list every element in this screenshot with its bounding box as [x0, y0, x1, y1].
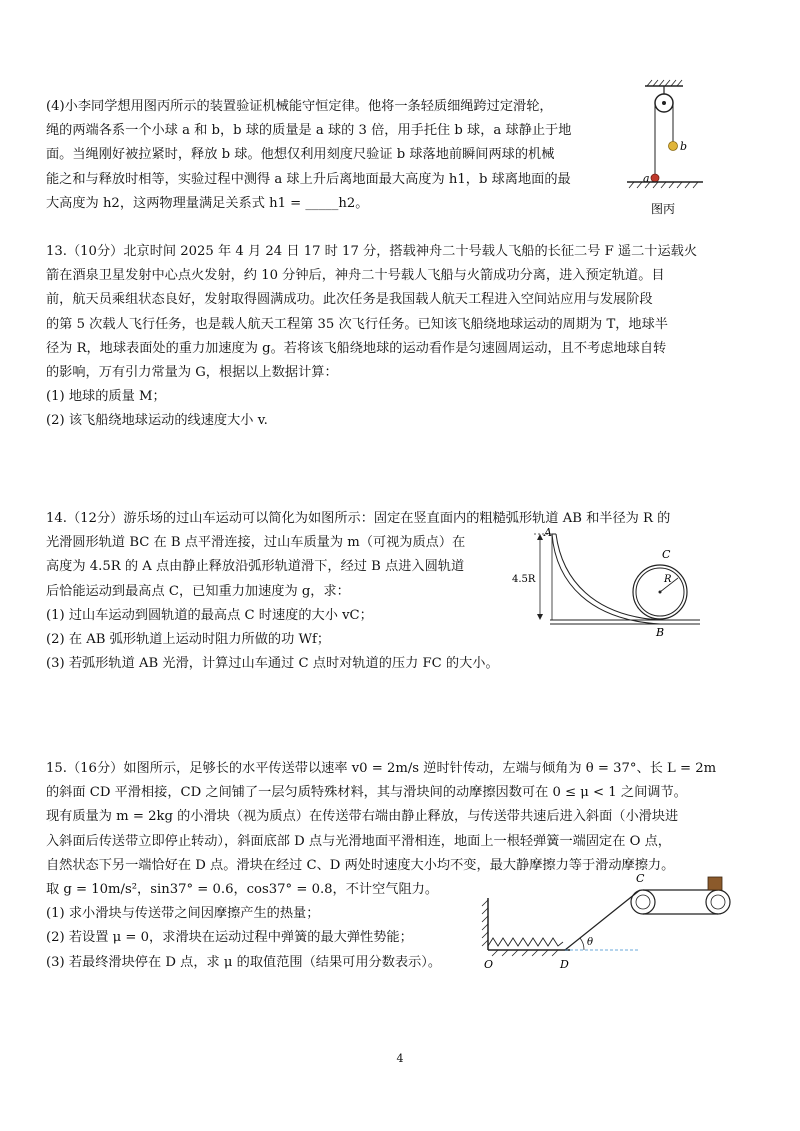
- text-line: 能之和与释放时相等，实验过程中测得 a 球上升后离地面最大高度为 h1，b 球离地面的最: [46, 171, 571, 187]
- label-D: D: [560, 958, 569, 971]
- text-line: 大高度为 h2，这两物理量满足关系式 h1 = _____h2。: [46, 195, 369, 211]
- text-line: 光滑圆形轨道 BC 在 B 点平滑连接，过山车质量为 m（可视为质点）在: [46, 535, 466, 551]
- text-line: (1) 求小滑块与传送带之间因摩擦产生的热量；: [46, 906, 320, 922]
- ball-a: [651, 174, 659, 182]
- text-line: 的斜面 CD 平滑相接，CD 之间铺了一层匀质特殊材料，其与滑块间的动摩擦因数可在 0 ≤ μ < 1 之间调节。: [46, 785, 687, 801]
- text-line: (4)小李同学想用图丙所示的装置验证机械能守恒定律。他将一条轻质细绳跨过定滑轮，: [46, 99, 553, 114]
- text-line: (3) 若最终滑块停在 D 点，求 μ 的取值范围（结果可用分数表示）。: [46, 954, 442, 970]
- text-line: (1) 地球的质量 M；: [46, 389, 166, 405]
- label-B: B: [656, 626, 665, 639]
- page-number: 4: [396, 1052, 404, 1065]
- text-line: (2) 在 AB 弧形轨道上运动时阻力所做的功 Wf；: [46, 632, 331, 648]
- conveyor-left-wheel: [631, 890, 655, 914]
- figure-roller-coaster: [510, 528, 720, 643]
- conveyor-right-wheel: [706, 890, 730, 914]
- figure-bing-pulley: [615, 78, 725, 228]
- label-C: C: [636, 872, 645, 885]
- label-O: O: [484, 958, 494, 971]
- label-theta: θ: [587, 937, 594, 948]
- text-line: 绳的两端各系一个小球 a 和 b，b 球的质量是 a 球的 3 倍，用手托住 b 球，a 球静止于地: [46, 123, 572, 139]
- pulley-diagram: [615, 78, 725, 228]
- spring: [488, 938, 563, 946]
- text-line: 入斜面后传送带立即停止转动），斜面底部 D 点与光滑地面平滑相连，地面上一根轻弹簧一端固定在 O 点，: [46, 833, 671, 849]
- text-line: 13.（10分）北京时间 2025 年 4 月 24 日 17 时 17 分，搭载神舟二十号载人飞船的长征二号 F 遥二十运载火: [46, 244, 698, 259]
- incline-CD: [565, 890, 640, 950]
- text-line: 后恰能运动到最高点 C，已知重力加速度为 g，求：: [46, 583, 350, 599]
- q12-part4-text: [46, 95, 571, 216]
- label-b: b: [680, 140, 688, 153]
- text-line: (3) 若弧形轨道 AB 光滑，计算过山车通过 C 点时对轨道的压力 FC 的大小。: [46, 656, 499, 672]
- text-line: 前，航天员乘组状态良好，发射取得圆满成功。此次任务是我国载人航天工程进入空间站应用与发展阶段: [46, 292, 653, 308]
- slider-block: [708, 877, 722, 890]
- text-line: 取 g = 10m/s²，sin37° = 0.6，cos37° = 0.8，不计空气阻力。: [46, 882, 439, 898]
- text-line: (2) 该飞船绕地球运动的线速度大小 v.: [46, 413, 268, 429]
- label-R: R: [664, 574, 672, 585]
- ball-b: [669, 142, 678, 151]
- text-line: 的影响，万有引力常量为 G，根据以上数据计算：: [46, 365, 338, 381]
- label-A: A: [544, 528, 552, 539]
- text-line: 箭在酒泉卫星发射中心点火发射，约 10 分钟后，神舟二十号载人飞船与火箭成功分离，进入预定轨道。目: [46, 268, 665, 284]
- text-line: 15.（16分）如图所示，足够长的水平传送带以速率 v0 = 2m/s 逆时针传动，左端与倾角为 θ = 37°、长 L = 2m: [46, 761, 717, 776]
- text-line: 径为 R，地球表面处的重力加速度为 g。若将该飞船绕地球的运动看作是匀速圆周运动，且不考虑地球自转: [46, 340, 667, 356]
- q13-text: [46, 240, 697, 434]
- label-C: C: [662, 548, 671, 561]
- text-line: (1) 过山车运动到圆轨道的最高点 C 时速度的大小 vC；: [46, 607, 373, 623]
- text-line: 的第 5 次载人飞行任务，也是载人航天工程第 35 次飞行任务。已知该飞船绕地球运动的周期为 T，地球半: [46, 316, 668, 332]
- conveyor-diagram: [480, 868, 740, 978]
- roller-coaster-diagram: [510, 528, 720, 643]
- text-line: 14.（12分）游乐场的过山车运动可以简化为如图所示：固定在竖直面内的粗糙弧形轨道 AB 和半径为 R 的: [46, 511, 671, 526]
- text-line: (2) 若设置 μ = 0，求滑块在运动过程中弹簧的最大弹性势能；: [46, 930, 413, 946]
- text-line: 现有质量为 m = 2kg 的小滑块（视为质点）在传送带右端由静止释放，与传送带共速后进入斜面（小滑块进: [46, 809, 679, 825]
- text-line: 高度为 4.5R 的 A 点由静止释放沿弧形轨道滑下，经过 B 点进入圆轨道: [46, 559, 465, 575]
- figure-conveyor-incline: [480, 868, 740, 978]
- text-line: 自然状态下另一端恰好在 D 点。滑块在经过 C、D 两处时速度大小均不变，最大静摩擦力等于滑动摩擦力。: [46, 857, 675, 873]
- text-line: 面。当绳刚好被拉紧时，释放 b 球。他想仅利用刻度尺验证 b 球落地前瞬间两球的机械: [46, 147, 555, 163]
- figure-caption: 图丙: [651, 202, 676, 216]
- label-height: 4.5R: [512, 574, 536, 585]
- label-a: a: [643, 172, 650, 185]
